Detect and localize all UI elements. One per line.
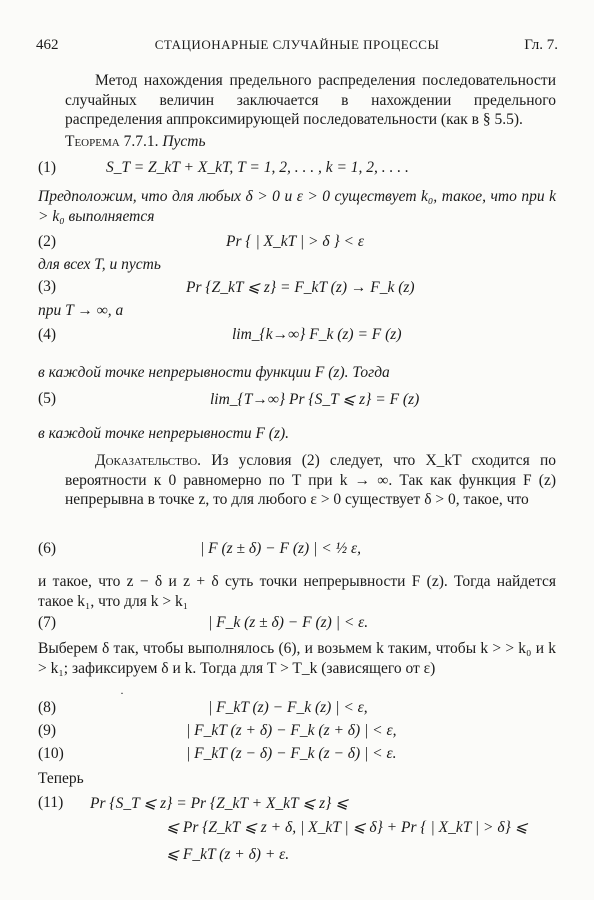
choice-paragraph: Выберем δ так, чтобы выполнялось (6), и возьмем k таким, чтобы k > > k₀ и k > k₁; зафиксируем δ и k. Тогда для T > T_k (зависящего от ε) — [38, 640, 556, 677]
eq-number-3: (3) — [38, 278, 57, 295]
now-text: Теперь — [38, 770, 84, 787]
equation-1: S_T = Z_kT + X_kT, T = 1, 2, . . . , k = 1, 2, . . . . — [106, 159, 409, 176]
eq-number-10: (10) — [38, 745, 64, 762]
stray-mark: · — [120, 686, 124, 700]
intro-paragraph: Метод нахождения предельного распределения последовательности случайных величин заключается в нахождении предельного распределения аппроксимирующей последовательности (как в § 5.5). — [65, 72, 556, 128]
equation-3: Pr {Z_kT ⩽ z} = F_kT (z) → F_k (z) — [186, 279, 415, 296]
eq-number-5: (5) — [38, 390, 57, 407]
continuity-text: в каждой точке непрерывности функции F (z). Тогда — [38, 364, 390, 381]
condition-text-limit: при T → ∞, а — [38, 302, 124, 319]
eq-number-8: (8) — [38, 699, 57, 716]
equation-8: | F_kT (z) − F_k (z) | < ε, — [208, 699, 368, 716]
equation-9: | F_kT (z + δ) − F_k (z + δ) | < ε, — [186, 722, 397, 739]
conclusion-text: в каждой точке непрерывности F (z). — [38, 425, 290, 442]
equation-4: lim_{k→∞} F_k (z) = F (z) — [232, 326, 402, 343]
running-header — [36, 37, 558, 57]
equation-11-line-3: ⩽ F_kT (z + δ) + ε. — [166, 846, 290, 863]
proof-text: Из условия (2) следует, что X_kT сходится по вероятности к 0 равномерно по T при k → ∞. Так как функция F (z) непрерывна в точке z, то для любого ε > 0 существует δ > 0, такое, что — [65, 452, 557, 508]
eq-number-1: (1) — [38, 159, 57, 176]
equation-10: | F_kT (z − δ) − F_k (z − δ) | < ε. — [186, 745, 397, 762]
chapter-label: Гл. 7. — [524, 37, 558, 53]
eq-number-7: (7) — [38, 614, 57, 631]
page-number: 462 — [36, 37, 59, 53]
proof-label: Доказательство. — [95, 452, 202, 469]
proof-paragraph — [65, 451, 556, 510]
eq-number-4: (4) — [38, 326, 57, 343]
eq-number-11: (11) — [38, 794, 64, 811]
condition-text-all-t: для всех T, и пусть — [38, 256, 161, 273]
equation-11-line-2: ⩽ Pr {Z_kT ⩽ z + δ, | X_kT | ⩽ δ} + Pr { | X_kT | > δ} ⩽ — [166, 819, 528, 836]
eq-number-6: (6) — [38, 540, 57, 557]
theorem-word: Пусть — [162, 133, 206, 150]
equation-5: lim_{T→∞} Pr {S_T ⩽ z} = F (z) — [210, 391, 420, 408]
equation-2: Pr { | X_kT | > δ } < ε — [226, 233, 364, 250]
equation-7: | F_k (z ± δ) − F (z) | < ε. — [208, 614, 369, 631]
eq-number-9: (9) — [38, 722, 57, 739]
theorem-heading — [65, 132, 556, 152]
continuity-points-text: и такое, что z − δ и z + δ суть точки непрерывности F (z). Тогда найдется такое k₁, что для k > k₁ — [38, 573, 556, 610]
eq-number-2: (2) — [38, 233, 57, 250]
equation-11-line-1: Pr {S_T ⩽ z} = Pr {Z_kT + X_kT ⩽ z} ⩽ — [90, 795, 349, 812]
running-title: СТАЦИОНАРНЫЕ СЛУЧАЙНЫЕ ПРОЦЕССЫ — [154, 37, 440, 52]
equation-6: | F (z ± δ) − F (z) | < ½ ε, — [200, 540, 362, 557]
assumption-text: Предположим, что для любых δ > 0 и ε > 0 существует k₀, такое, что при k > k₀ выполняется — [38, 188, 556, 225]
theorem-label: Теорема 7.7.1. — [65, 133, 159, 150]
